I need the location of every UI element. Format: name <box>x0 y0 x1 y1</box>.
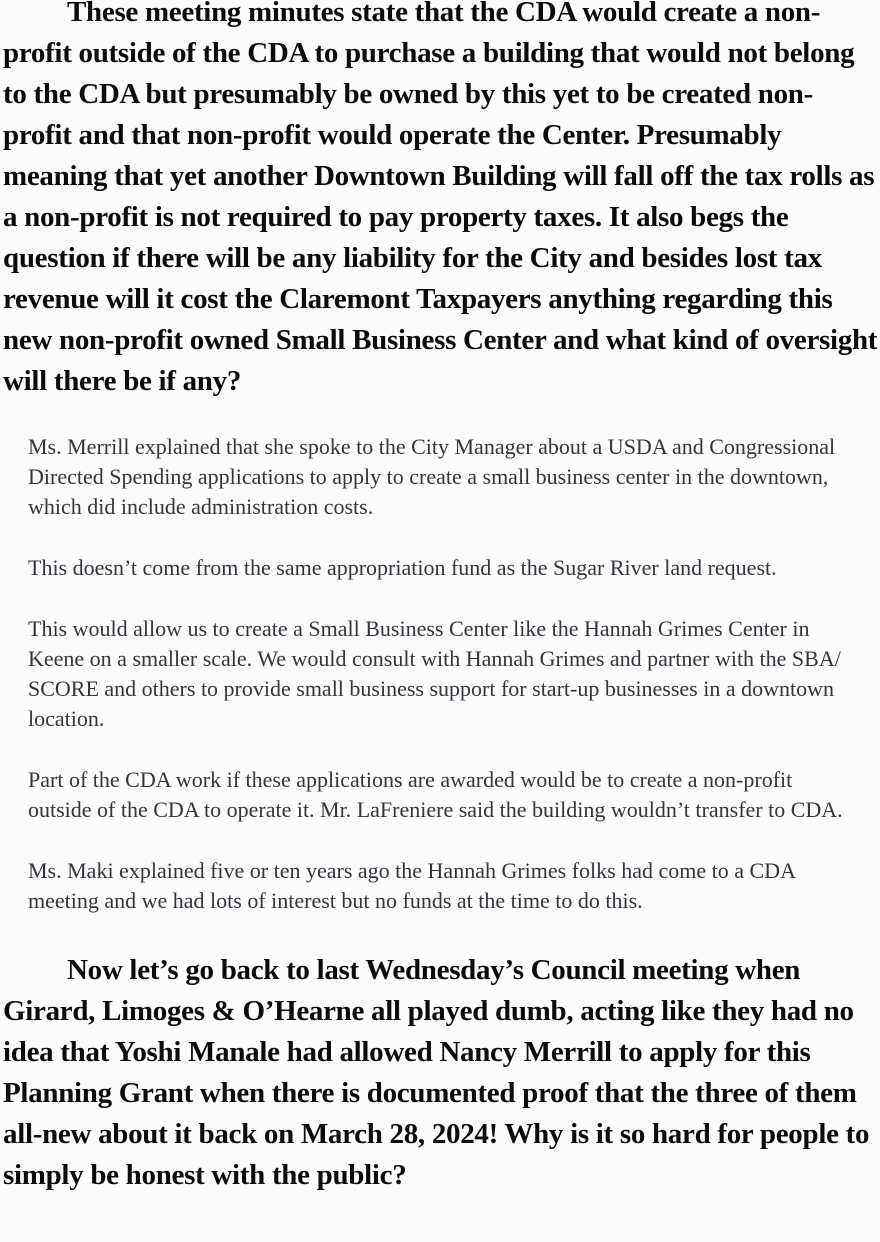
opening-paragraph: These meeting minutes state that the CDA would create a non-profit outside of the CDA to purchase a building that would not belong to the CDA but presumably be owned by this yet to be created non-profit and that non-profit would operate the Center. Presumably meaning that yet another Downtown Building will fall off the tax rolls as a non-profit is not required to pay property taxes. It also begs the question if there will be any liability for the City and besides lost tax revenue will it cost the Claremont Taxpayers anything regarding this new non-profit owned Small Business Center and what kind of oversight will there be if any? <box>3 0 878 397</box>
minutes-quote-cda-work: Part of the CDA work if these applications are awarded would be to create a non-profit outside of the CDA to operate it. Mr. LaFreniere said the building wouldn’t transfer to CDA. <box>28 767 843 822</box>
minutes-quote-small-business-center: This would allow us to create a Small Business Center like the Hannah Grimes Center in Keene on a smaller scale. We would consult with Hannah Grimes and partner with the SBA/ SCORE and others to provide small business support for start-up businesses in a downtown location. <box>28 616 841 731</box>
closing-paragraph: Now let’s go back to last Wednesday’s Council meeting when Girard, Limoges & O’Hearne all played dumb, acting like they had no idea that Yoshi Manale had allowed Nancy Merrill to apply for this Planning Grant when there is documented proof that the three of them all-new about it back on March 28, 2024! Why is it so hard for people to simply be honest with the public? <box>3 954 870 1191</box>
meeting-minutes-excerpt <box>28 432 850 916</box>
minutes-quote-maki: Ms. Maki explained five or ten years ago the Hannah Grimes folks had come to a CDA meeting and we had lots of interest but no funds at the time to do this. <box>28 858 795 913</box>
minutes-quote-merrill: Ms. Merrill explained that she spoke to the City Manager about a USDA and Congressional Directed Spending applications to apply to create a small business center in the downtown, which did include administration costs. <box>28 434 836 519</box>
minutes-quote-appropriation-fund: This doesn’t come from the same appropriation fund as the Sugar River land request. <box>28 555 777 580</box>
